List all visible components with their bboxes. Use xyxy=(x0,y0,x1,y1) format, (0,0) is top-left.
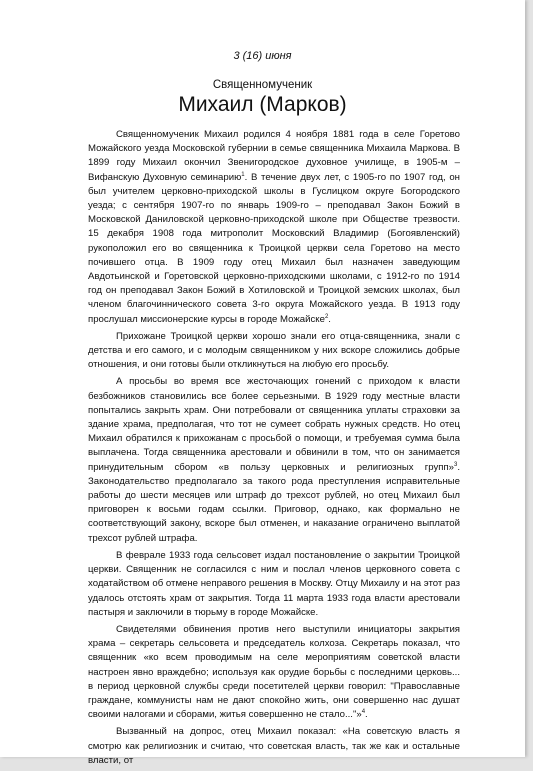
paragraph-text: . Законодательство предполагало за такого рода преступления исправительные работы до шести месяцев или штраф до трехсот рублей, но отец Михаил был приговорен к восьми годам ссылки. Приговор, однако, как формально не соответствующий закону, вскоре был отменен, и наказание ограничено выплатой трехсот рублей штрафа. xyxy=(88,461,460,544)
footnote-ref[interactable]: 2 xyxy=(324,313,329,320)
paragraph-text: Вызванный на допрос, отец Михаил показал: «На советскую власть я смотрю как религиозник и считаю, что советская власть, так же как и остальные власти, от xyxy=(88,726,460,766)
saint-rank: Священномученик xyxy=(212,79,313,91)
paragraph xyxy=(88,375,460,545)
paragraph xyxy=(88,623,460,722)
feast-date: 3 (16) июня xyxy=(233,50,292,62)
paragraph-text: А просьбы во время все жесточающих гонений с приходом к власти безбожников становились все более серьезными. В 1929 году местные власти попытались закрыть храм. Они потребовали от священника уплаты страховки за здание храма, предполагая, что тот не сумеет собрать нужных средств. Но отец Михаил обратился к прихожанам с просьбой о помощи, и требуемая сумма была выплачена. Тогда священника арестовали и обвинили в том, что он занимается принудительным сбором «в пользу церковных и религиозных групп» xyxy=(88,376,460,473)
paragraph-text: . xyxy=(328,313,331,325)
paragraph-text: Священномученик Михаил родился 4 ноября 1881 года в селе Горетово Можайского уезда Московской губернии в семье священника Михаила Маркова. В 1899 году Михаил окончил Звенигородское духовное училище, в 1905-м – Вифанскую Духовную семинарию xyxy=(88,129,460,183)
article-body xyxy=(88,128,460,771)
paragraph-text: Прихожане Троицкой церкви хорошо знали его отца-священника, знали с детства и его самого, и с молодым священником у них вскоре сложились добрые отношения, и они готовы были откликнуться на любую его просьбу. xyxy=(88,330,460,371)
paragraph xyxy=(88,330,460,373)
paragraph xyxy=(88,128,460,327)
footnote-ref[interactable]: 4 xyxy=(361,708,366,715)
footnote-ref[interactable]: 1 xyxy=(241,171,245,178)
paragraph xyxy=(88,549,460,620)
saint-name: Михаил (Марков) xyxy=(178,93,347,116)
paragraph-text: . xyxy=(365,709,368,721)
paragraph xyxy=(88,725,460,768)
paragraph-text: Свидетелями обвинения против него выступили инициаторы закрытия храма – секретарь сельсовета и председатель колхоза. Секретарь показал, что священник «ко всем проводимым на селе мероприятиям советской власти настроен явно враждебно; используя как орудие борьбы с последними церковь... в период церковной службы среди посетителей церкви говорил: "Православные граждане, коммунисты нам не дают спокойно жить, они совершенно нас душат своими налогами и сборами, житья совершенно не стало..."» xyxy=(88,623,460,721)
paragraph-text: . В течение двух лет, с 1905-го по 1907 год, он был учителем церковно-приходской школы в Гуслицком округе Богородского уезда; с сентября 1907-го по январь 1909-го – преподавал Закон Божий в Московской Даниловской церковно-приходской школе при Обществе трезвости. 15 декабря 1908 года митрополит Московский Владимир (Богоявленский) рукоположил его во священника к Троицкой церкви села Горетово на место почившего отца. В 1909 году отец Михаил был назначен заведующим Авдотьинской и Горетовской церковно-приходскими школами, с 1912-го по 1914 год он преподавал Закон Божий в Хотиловской и Троицкой земских школах, был членом благочиннического совета 3-го округа Можайского уезда. В 1913 году прослушал миссионерские курсы в городе Можайске xyxy=(88,171,460,325)
paragraph-text: В феврале 1933 года сельсовет издал постановление о закрытии Троицкой церкви. Священник не согласился с ним и послал членов церковного совета с ходатайством об отмене неправого решения в Москву. Отцу Михаилу и на этот раз удалось отстоять храм от закрытия. Тогда 11 марта 1933 года власти арестовали пастыря и заключили в тюрьму в городе Можайске. xyxy=(88,549,460,618)
footnote-ref[interactable]: 3 xyxy=(453,461,458,468)
